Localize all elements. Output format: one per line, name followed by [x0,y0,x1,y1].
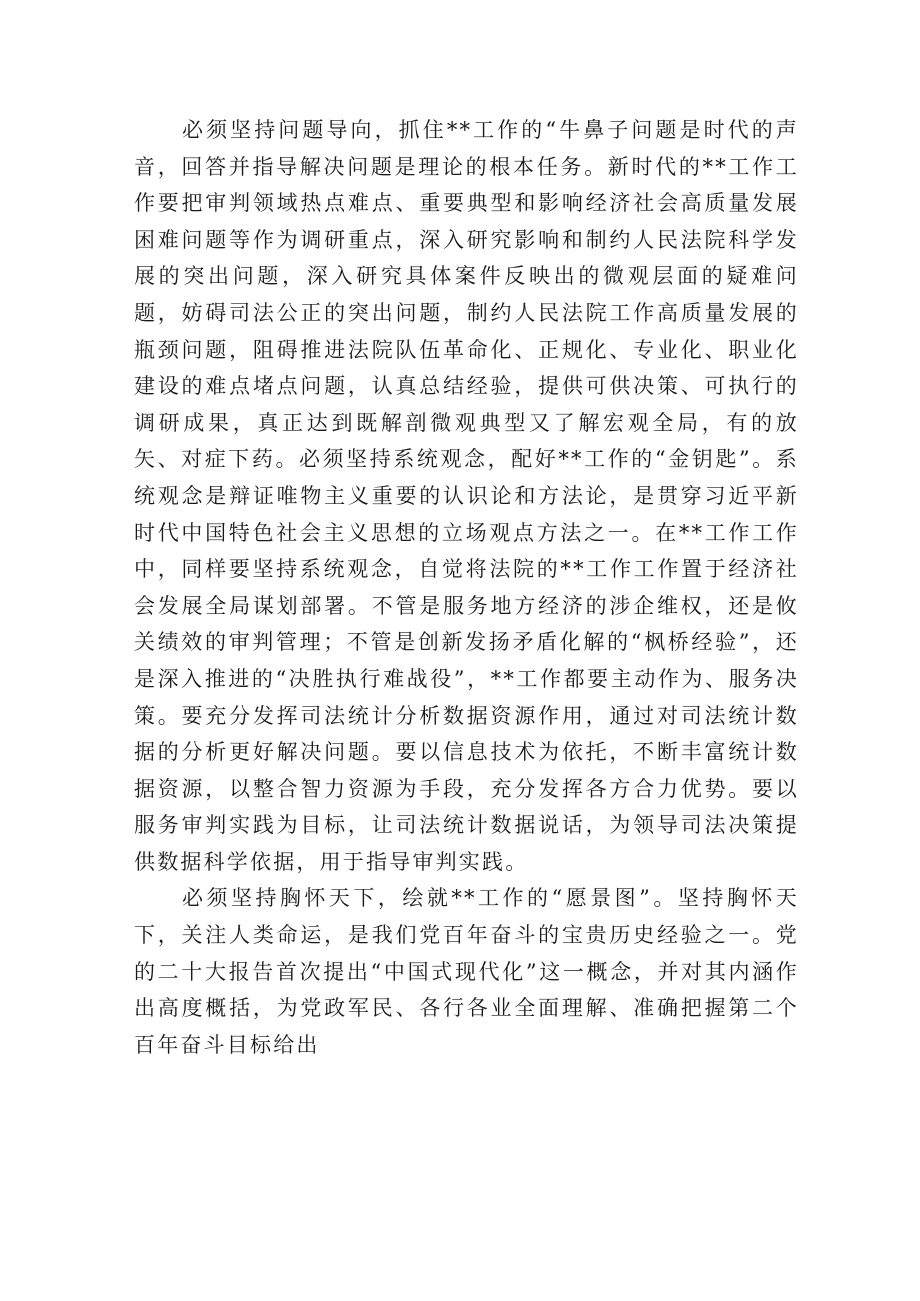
document-body [134,112,799,1063]
paragraph-global-vision: 必须坚持胸怀天下，绘就**工作的“愿景图”。坚持胸怀天下，关注人类命运，是我们党百年奋斗的宝贵历史经验之一。党的二十大报告首次提出“中国式现代化”这一概念，并对其内涵作出高度概括，为党政军民、各行各业全面理解、准确把握第二个百年奋斗目标给出 [134,886,799,1057]
paragraph-problem-orientation: 必须坚持问题导向，抓住**工作的“牛鼻子问题是时代的声音，回答并指导解决问题是理论的根本任务。新时代的**工作工作要把审判领域热点难点、重要典型和影响经济社会高质量发展困难问题等作为调研重点，深入研究影响和制约人民法院科学发展的突出问题，深入研究具体案件反映出的微观层面的疑难问题，妨碍司法公正的突出问题，制约人民法院工作高质量发展的瓶颈问题，阻碍推进法院队伍革命化、正规化、专业化、职业化建设的难点堵点问题，认真总结经验，提供可供决策、可执行的调研成果，真正达到既解剖微观典型又了解宏观全局，有的放矢、对症下药。必须坚持系统观念，配好**工作的“金钥匙”。系统观念是辩证唯物主义重要的认识论和方法论，是贯穿习近平新时代中国特色社会主义思想的立场观点方法之一。在**工作工作中，同样要坚持系统观念，自觉将法院的**工作工作置于经济社会发展全局谋划部署。不管是服务地方经济的涉企维权，还是攸关绩效的审判管理；不管是创新发扬矛盾化解的“枫桥经验”，还是深入推进的“决胜执行难战役”，**工作都要主动作为、服务决策。要充分发挥司法统计分析数据资源作用，通过对司法统计数据的分析更好解决问题。要以信息技术为依托，不断丰富统计数据资源，以整合智力资源为手段，充分发挥各方合力优势。要以服务审判实践为目标，让司法统计数据说话，为领导司法决策提供数据科学依据，用于指导审判实践。 [134,118,799,874]
